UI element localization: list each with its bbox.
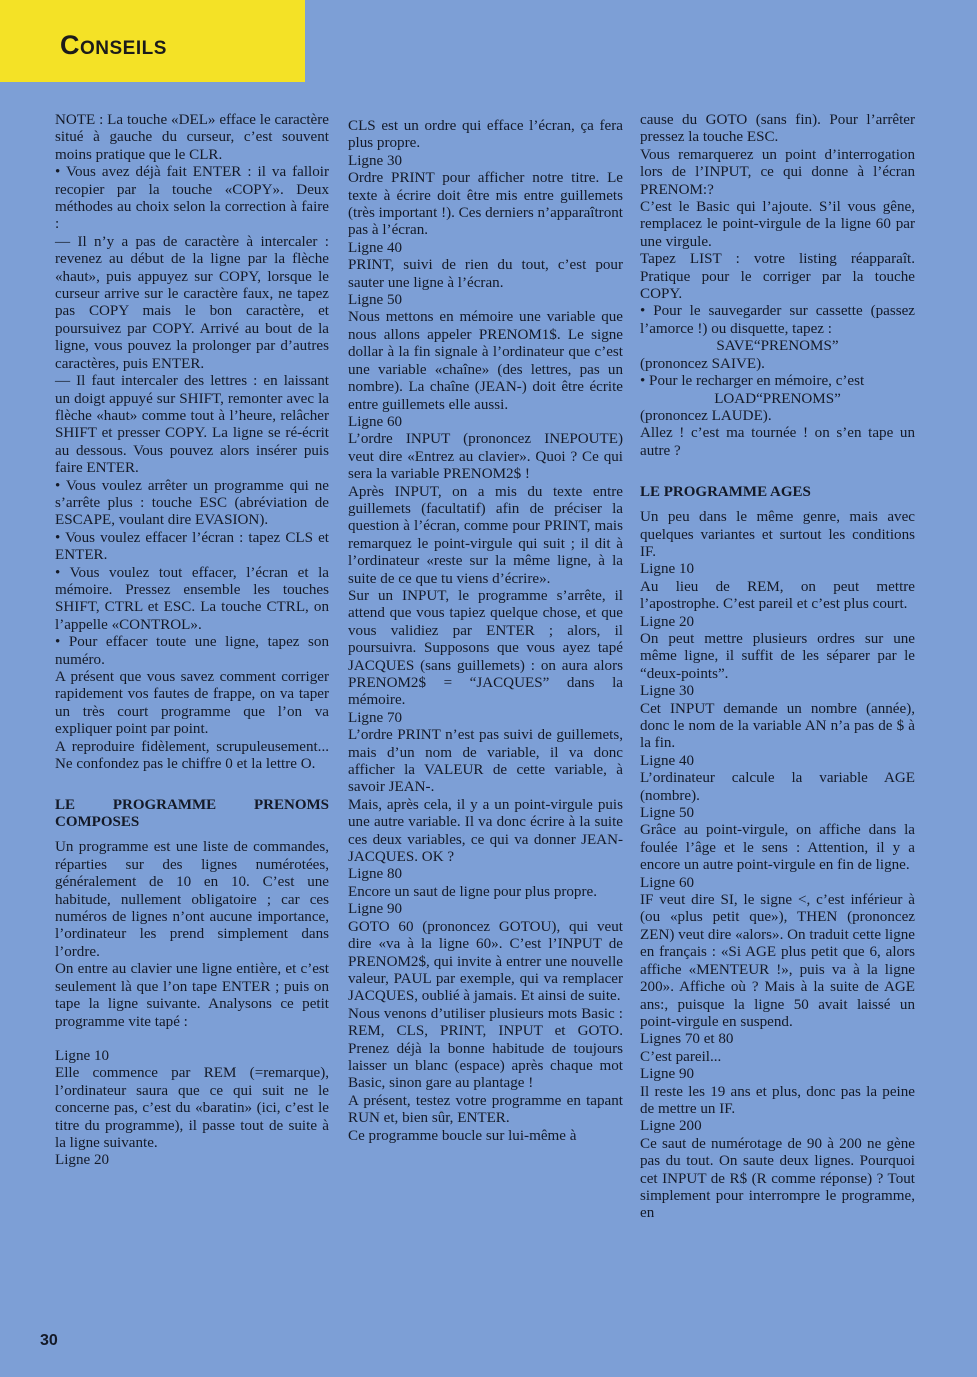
paragraph: Nous mettons en mémoire une variable que nous allons appeler PRENOM1$. Le signe dollar à la fin signale à l’ordinateur que c’est une variable «chaîne» (des lettres, pas un nombre). La chaîne (JEAN-) doit être écrite entre guillemets elle aussi. [348, 309, 623, 413]
paragraph: Grâce au point-virgule, on affiche dans la foulée l’âge et le sens : Attention, il y a encore un autre point-virgule en fin de ligne. [640, 822, 915, 874]
paragraph: A présent, testez votre programme en tapant RUN et, bien sûr, ENTER. [348, 1092, 623, 1127]
section-heading: LE PROGRAMME PRENOMS COMPOSES [55, 797, 329, 831]
column-3 [640, 112, 915, 1223]
page-number: 30 [40, 1332, 58, 1349]
paragraph: Lignes 70 et 80 [640, 1031, 734, 1048]
paragraph: Ordre PRINT pour afficher notre titre. Le texte à écrire doit être mis entre guillemets (très important !). Ces derniers n’apparaîtront pas à l’écran. [348, 170, 623, 239]
paragraph: PRINT, suivi de rien du tout, c’est pour sauter une ligne à l’écran. [348, 257, 623, 291]
paragraph: • Vous voulez effacer l’écran : tapez CLS et ENTER. [55, 529, 329, 564]
paragraph: Il reste les 19 ans et plus, donc pas la peine de mettre un IF. [640, 1083, 915, 1117]
paragraph: • Pour le sauvegarder sur cassette (passez l’amorce !) ou disquette, tapez : [640, 303, 915, 337]
paragraph: • Vous voulez arrêter un programme qui ne s’arrête plus : touche ESC (abréviation de ESCAPE, voulant dire EVASION). [55, 477, 329, 529]
paragraph: Ligne 20 [55, 1152, 110, 1169]
paragraph: Nous venons d’utiliser plusieurs mots Basic : REM, CLS, PRINT, INPUT et GOTO. Prenez déjà la bonne habitude de toujours laisser un blanc (espace) après chaque mot Basic, sinon gare au plantage ! [348, 1005, 623, 1092]
paragraph: • Pour le recharger en mémoire, c’est [640, 373, 865, 390]
paragraph: Allez ! c’est ma tournée ! on s’en tape un autre ? [640, 425, 915, 459]
paragraph: • Pour effacer toute une ligne, tapez son numéro. [55, 634, 329, 668]
paragraph: Ce saut de numérotage de 90 à 200 ne gène pas du tout. On saute deux lignes. Pourquoi cet INPUT de R$ (R comme réponse) ? Tout simplement pour interrompre le programme, en [640, 1135, 915, 1222]
paragraph: GOTO 60 (prononcez GOTOU), qui veut dire «va à la ligne 60». C’est l’INPUT de PRENOM2$, qui invite à entrer une nouvelle valeur, PAUL par exemple, qui va remplacer JACQUES, oublié à jamais. Et ainsi de suite. [348, 918, 623, 1005]
paragraph: Elle commence par REM (=remarque), l’ordinateur saura que ce qui suit ne le concerne pas, c’est du «baratin» (ici, c’est le titre du programme), il passe tout de suite à la ligne suivante. [55, 1065, 329, 1151]
paragraph: Sur un INPUT, le programme s’arrête, il attend que vous tapiez quelque chose, et que vous validiez par ENTER ; alors, il poursuivra. Supposons que vous ayez tapé JACQUES (sans guillemets) : on aura alors PRENOM2$ = “JACQUES” dans la mémoire. [348, 587, 623, 709]
paragraph: Ligne 40 [348, 239, 403, 256]
paragraph: — Il faut intercaler des lettres : en laissant un doigt appuyé sur SHIFT, remonter avec la flèche «haut» comme tout à l’heure, relâcher SHIFT et presser COPY. La ligne se ré-écrit au dessous. Vous pouvez alors insérer puis faire ENTER. [55, 373, 329, 477]
paragraph: Mais, après cela, il y a un point-virgule puis une autre variable. Il va donc écrire à la suite ces deux variables, ce qui va donner JEAN-JACQUES. OK ? [348, 796, 623, 866]
paragraph: NOTE : La touche «DEL» efface le caractère situé à gauche du curseur, c’est souvent moins pratique que le CLR. [55, 112, 329, 163]
paragraph: CLS est un ordre qui efface l’écran, ça fera plus propre. [348, 118, 623, 152]
paragraph: L’ordre INPUT (prononcez INEPOUTE) veut dire «Entrez au clavier». Quoi ? Ce qui sera la variable PRENOM2$ ! [348, 431, 623, 483]
paragraph: Ligne 50 [348, 292, 403, 309]
paragraph: Ligne 60 [640, 874, 695, 891]
column-2 [348, 118, 623, 1145]
paragraph: Ligne 40 [640, 752, 695, 769]
paragraph: • Vous voulez tout effacer, l’écran et la mémoire. Pressez ensemble les touches SHIFT, CTRL et ESC. La touche CTRL, on l’appelle «CONTROL». [55, 564, 329, 633]
paragraph: Ligne 60 [348, 413, 403, 430]
section-title: Conseils [60, 30, 167, 60]
paragraph: Ligne 10 [55, 1047, 110, 1064]
paragraph: Ligne 200 [640, 1118, 702, 1135]
paragraph: A présent que vous savez comment corriger rapidement vos fautes de frappe, on va taper un très court programme que l’on va expliquer point par point. [55, 669, 329, 738]
paragraph: (prononcez SAIVE). [640, 355, 765, 372]
paragraph: Ligne 80 [348, 866, 403, 883]
paragraph: Encore un saut de ligne pour plus propre. [348, 883, 597, 900]
column-1 [55, 112, 329, 1170]
paragraph: C’est pareil... [640, 1048, 722, 1065]
paragraph: On peut mettre plusieurs ordres sur une même ligne, il suffit de les séparer par le “deux-points”. [640, 630, 915, 682]
paragraph: Ligne 70 [348, 709, 403, 726]
paragraph: cause du GOTO (sans fin). Pour l’arrêter pressez la touche ESC. [640, 112, 915, 146]
paragraph: Au lieu de REM, on peut mettre l’apostrophe. C’est pareil et c’est plus court. [640, 578, 915, 613]
paragraph: Ligne 90 [640, 1066, 695, 1083]
paragraph: — Il n’y a pas de caractère à intercaler : revenez au début de la ligne par la flèche «haut», puis appuyez sur COPY, lorsque le curseur arrive sur le caractère faux, ne tapez pas COPY mais le bon caractère, et poursuivez par COPY. Arrivé au bout de la ligne, vous pouvez la prolonger par d’autres caractères, puis ENTER. [55, 233, 329, 372]
paragraph: Un peu dans le même genre, mais avec quelques variantes et surtout les conditions IF. [640, 509, 915, 560]
paragraph: Vous remarquerez un point d’interrogation lors de l’INPUT, ce qui donne à l’écran PRENOM:? [640, 146, 915, 198]
paragraph: Ligne 10 [640, 561, 695, 578]
paragraph: Ligne 20 [640, 613, 695, 630]
paragraph: Ligne 50 [640, 805, 695, 822]
paragraph: Tapez LIST : votre listing réapparaît. Pratique pour le corriger par la touche COPY. [640, 251, 915, 303]
paragraph: • Vous avez déjà fait ENTER : il va falloir recopier par la touche «COPY». Deux méthodes au choix selon la correction à faire : [55, 164, 329, 233]
paragraph: IF veut dire SI, le signe <, c’est inférieur à (ou «plus petit que»), THEN (prononcez ZEN) veut dire «alors». On traduit cette ligne en français : «Si AGE plus petit que 6, alors affiche «MENTEUR !», puis va à la ligne 200». Affiche où ? Mais à la suite de AGE ans:, puisque la ligne 50 avait laissé un point-virgule en suspend. [640, 892, 915, 1030]
paragraph: Ligne 30 [348, 152, 403, 169]
paragraph: L’ordinateur calcule la variable AGE (nombre). [640, 770, 915, 804]
paragraph: Ligne 90 [348, 901, 403, 918]
paragraph: C’est le Basic qui l’ajoute. S’il vous gêne, remplacez le point-virgule de la ligne 60 par une virgule. [640, 199, 915, 250]
paragraph: A reproduire fidèlement, scrupuleusement... Ne confondez pas le chiffre 0 et la lettre O. [55, 738, 329, 773]
paragraph: Cet INPUT demande un nombre (année), donc le nom de la variable AN n’a pas de $ à la fin. [640, 700, 915, 752]
code-line: SAVE“PRENOMS” [716, 338, 839, 355]
code-line: LOAD“PRENOMS” [714, 390, 841, 407]
paragraph: Un programme est une liste de commandes, réparties sur des lignes numérotées, généralement de 10 en 10. C’est une habitude, nullement obligatoire ; car ces numéros de lignes n’ont aucune importance, l’ordinateur les prend simplement dans l’ordre. [55, 839, 329, 960]
paragraph: On entre au clavier une ligne entière, et c’est seulement là que l’on tape ENTER ; puis on tape la ligne suivante. Analysons ce petit programme vite tapé : [55, 961, 329, 1030]
paragraph: Ce programme boucle sur lui-même à [348, 1127, 577, 1144]
paragraph: Ligne 30 [640, 683, 695, 700]
paragraph: L’ordre PRINT n’est pas suivi de guillemets, mais d’un nom de variable, il va donc afficher la VALEUR de cette variable, à savoir JEAN-. [348, 727, 623, 796]
section-heading: LE PROGRAMME AGES [640, 484, 811, 501]
section-banner [0, 0, 305, 82]
paragraph: (prononcez LAUDE). [640, 407, 772, 424]
paragraph: Après INPUT, on a mis du texte entre guillemets (facultatif) afin de préciser la question à l’écran, comme pour PRINT, mais remarquez le point-virgule qui suit ; il dit à l’ordinateur «reste sur la même ligne, à la suite de ce que tu viens d’écrire». [348, 483, 623, 587]
